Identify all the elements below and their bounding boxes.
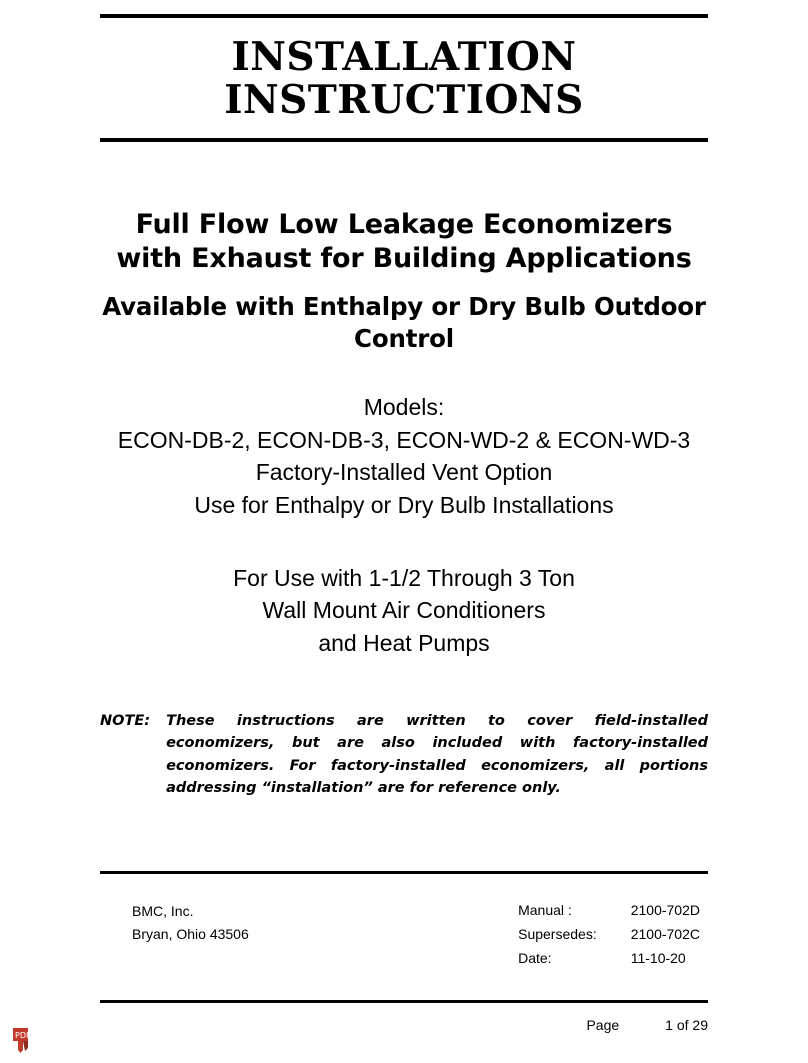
company-block — [132, 900, 249, 945]
page-title: INSTALLATION INSTRUCTIONS — [224, 34, 584, 123]
subtitle-line-3: Available with Enthalpy or Dry Bulb Outdoor Control — [102, 292, 706, 354]
note-label: NOTE: — [100, 712, 151, 729]
footer-divider-top — [100, 871, 708, 874]
use-with-line-3: and Heat Pumps — [318, 629, 490, 656]
note-text — [166, 710, 708, 800]
supersedes-label: Supersedes: — [518, 926, 597, 943]
models-line-1: ECON-DB-2, ECON-DB-3, ECON-WD-2 & ECON-WD-3 — [117, 426, 691, 453]
table-row — [518, 900, 700, 924]
models-block — [100, 391, 708, 522]
manual-value: 2100-702D — [630, 902, 700, 919]
manual-label: Manual : — [518, 902, 572, 919]
supersedes-value: 2100-702C — [630, 926, 700, 943]
page-value: 1 of 29 — [665, 1016, 708, 1033]
page-number-row — [100, 1017, 708, 1033]
use-with-block — [100, 562, 708, 660]
note-block — [100, 710, 708, 800]
table-row — [518, 948, 700, 972]
date-label: Date: — [518, 949, 552, 966]
subtitle-line-2: with Exhaust for Building Applications — [116, 242, 692, 274]
svg-text:PDF: PDF — [15, 1031, 31, 1040]
document-page — [0, 14, 808, 1063]
subtitle-line-1: Full Flow Low Leakage Economizers — [135, 208, 673, 240]
pdf-icon[interactable] — [12, 1027, 34, 1053]
footer-area — [100, 900, 708, 971]
title-divider — [100, 138, 708, 142]
manual-info-table — [518, 900, 700, 971]
subtitle-block — [100, 208, 708, 355]
models-line-3: Use for Enthalpy or Dry Bulb Installations — [194, 491, 614, 518]
note-paragraph: These instructions are written to cover field-installed economizers, but are also included with factory-installed economizers. For factory-installed economizers, all portions addressing “installation” are for reference only. — [166, 712, 708, 796]
date-value: 11-10-20 — [630, 949, 686, 966]
top-divider — [100, 14, 708, 18]
use-with-line-1: For Use with 1-1/2 Through 3 Ton — [233, 564, 575, 591]
table-row — [518, 924, 700, 948]
company-name: BMC, Inc. — [132, 903, 194, 920]
models-line-2: Factory-Installed Vent Option — [255, 459, 553, 486]
models-heading: Models: — [363, 393, 445, 420]
company-address: Bryan, Ohio 43506 — [132, 925, 249, 942]
page-label: Page — [586, 1016, 620, 1033]
footer-divider-bottom — [100, 1000, 708, 1003]
use-with-line-2: Wall Mount Air Conditioners — [262, 597, 546, 624]
